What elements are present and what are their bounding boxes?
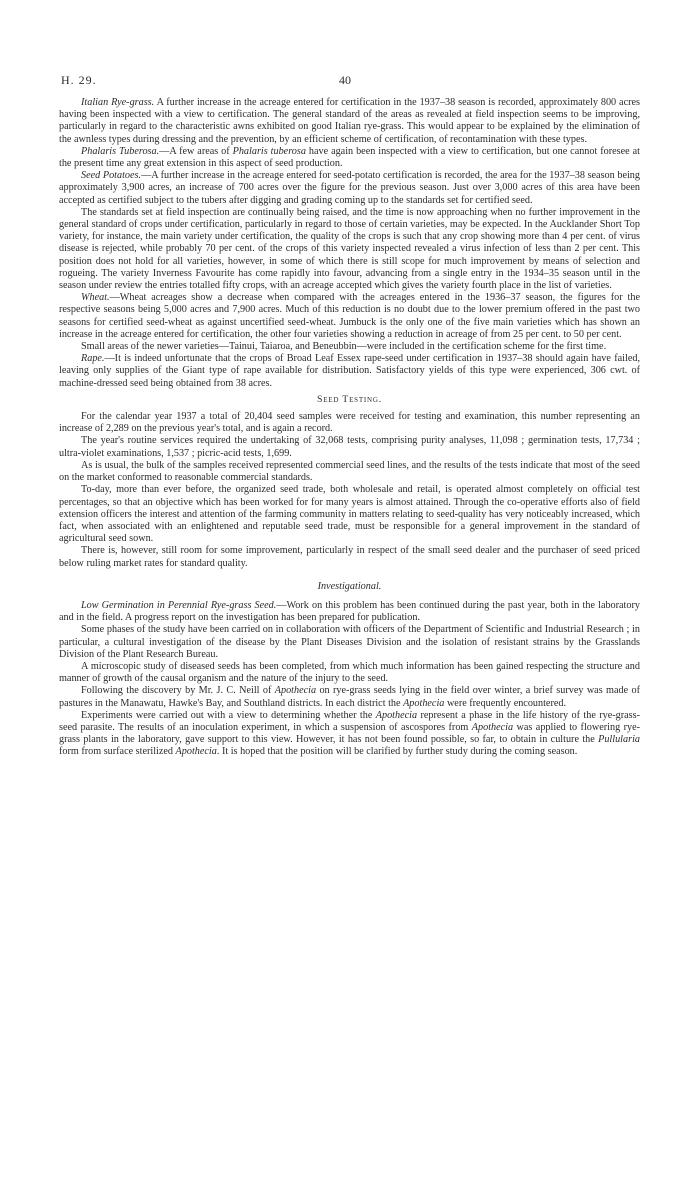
paragraph-collaboration: Some phases of the study have been carried on in collaboration with officers of the Department of Scientific and Industrial Research ; in particular, a cultural investigation of the disease by the Plant Diseases Division and the isolation of resistant strains by the Grasslands Division of the Plant Research Bureau. [59, 624, 640, 660]
paragraph-phalaris: Phalaris Tuberosa.—A few areas of Phalaris tuberosa have again been inspected with a view to certification, but one cannot foresee at the present time any great extension in this aspect of seed production. [59, 145, 640, 170]
paragraph-lead: Wheat. [81, 292, 110, 304]
paragraph-room-for-improvement: There is, however, still room for some improvement, particularly in respect of the small seed dealer and the purchaser of seed priced below ruling market rates for standard quality. [59, 545, 640, 569]
paragraph-italian-rye-grass: Italian Rye-grass. A further increase in the acreage entered for certification in the 1937–38 season is recorded, approximately 800 acres having been inspected with a view to certification. The general standard of the areas as revealed at field inspection seems to be improving, particularly in regard to the characteristic awns exhibited on good Italian rye-grass. This would appear to be explained by the elimination of the awnless types during dressing and the prevention, by an efficient scheme of certification, of recontamination with these types. [59, 97, 640, 145]
paragraph-seed-trade: To-day, more than ever before, the organized seed trade, both wholesale and retail, is operated almost completely on official test percentages, so that an objective which has been worked for for many years is almost attained. Through the co-operative efforts also of field extension officers the interest and attention of the farming community in matters relating to seed-quality has very noticeably increased, which fact, when associated with an enlightened and reputable seed trade, must be responsible for a general improvement in the standard of agricultural seed sown. [59, 484, 640, 545]
page-header [61, 73, 640, 89]
page-number: 40 [339, 73, 351, 87]
paragraph-experiments: Experiments were carried out with a view to determining whether the Apothecia represent a phase in the life history of the rye-grass-seed parasite. The results of an inoculation experiment, in which a suspension of ascospores from Apothecia was applied to flowering rye-grass plants in the laboratory, gave support to this view. However, it has not been found possible, so far, to obtain in culture the Pullularia form from surface sterilized Apothecia. It is hoped that the position will be clarified by further study during the coming season. [59, 709, 640, 758]
paragraph-wheat: Wheat.—Wheat acreages show a decrease when compared with the acreages entered in the 1936–37 season, the figures for the respective seasons being 5,000 acres and 7,900 acres. Much of this reduction is no doubt due to the lower premium offered in the past two seasons for certified seed-wheat as against uncertified seed-wheat. Jumbuck is the only one of the five main varieties which has shown an increase in the acreage entered for certification, the other four varieties showing a reduction in acreage of from 25 per cent. to 50 per cent. [59, 292, 640, 340]
section-heading-investigational: Investigational. [317, 580, 382, 592]
paragraph-standards: The standards set at field inspection are continually being raised, and the time is now approaching when no further improvement in the general standard of crops under certification, particularly in regard to those of certain varieties, may be expected. In the Aucklander Short Top variety, for instance, the main variety under certification, the quality of the crops is such that any crop showing more than 4 per cent. of virus disease is rejected, while probably 70 per cent. of the crops of this variety inspected revealed a virus infection of less than 2 per cent. This position does not hold for all varieties, however, in some of which there is still scope for much improvement by means of selection and rogueing. The variety Inverness Favourite has come rapidly into favour, advancing from a single entry in the 1934–35 season until in the season under review the entries totalled fifty crops, with an acreage accepted which gives the variety fourth place in the list of varieties. [59, 206, 640, 292]
paragraph-microscopic-study: A microscopic study of diseased seeds has been completed, from which much information has been gained respecting the structure and manner of growth of the causal organism and the nature of the injury to the seed. [59, 660, 640, 685]
paragraph-routine-services: The year's routine services required the undertaking of 32,068 tests, comprising purity analyses, 11,098 ; germination tests, 17,734 ; ultra-violet examinations, 1,537 ; picric-acid tests, 1,699. [59, 435, 640, 459]
document-body [59, 97, 640, 759]
section-heading-seed-testing: Seed Testing. [316, 393, 383, 405]
paragraph-calendar-year: For the calendar year 1937 a total of 20,404 seed samples were received for testing and examination, this number representing an increase of 2,289 on the previous year's total, and is again a record. [59, 411, 640, 435]
paragraph-lead: Italian Rye-grass. [81, 97, 155, 108]
paragraph-lead: Seed Potatoes. [81, 170, 142, 182]
paragraph-low-germination: Low Germination in Perennial Rye-grass Seed.—Work on this problem has been continued during the past year, both in the laboratory and in the field. A progress report on the investigation has been prepared for publication. [59, 599, 640, 624]
paragraph-rape: Rape.—It is indeed unfortunate that the crops of Broad Leaf Essex rape-seed under certification in 1937–38 should again have failed, leaving only supplies of the Giant type of rape available for distribution. Satisfactory yields of this type were experienced, 306 cwt. of machine-dressed seed being obtained from 38 acres. [59, 353, 640, 389]
report-reference: H. 29. [61, 73, 97, 87]
paragraph-samples: As is usual, the bulk of the samples received represented commercial seed lines, and the results of the tests indicate that most of the seed on the market conformed to reasonable commercial standards. [59, 459, 640, 484]
paragraph-lead: Low Germination in Perennial Rye-grass Seed. [81, 599, 277, 611]
paragraph-seed-potatoes: Seed Potatoes.—A further increase in the acreage entered for seed-potato certification is recorded, the area for the 1937–38 season being approximately 3,900 acres, an increase of 700 acres over the figure for the previous season. Just over 3,000 acres of this area have been accepted as certified subject to the tubers after digging and grading coming up to the standards set for certified seed. [59, 170, 640, 206]
paragraph-apothecia-discovery: Following the discovery by Mr. J. C. Neill of Apothecia on rye-grass seeds lying in the field over winter, a brief survey was made of pastures in the Manawatu, Hawke's Bay, and Southland districts. In each district the Apothecia were frequently encountered. [59, 685, 640, 709]
paragraph-lead: Rape. [81, 353, 105, 365]
paragraph-lead: Phalaris Tuberosa. [81, 145, 160, 157]
paragraph-newer-varieties: Small areas of the newer varieties—Tainui, Taiaroa, and Beneubbin—were included in the certification scheme for the first time. [81, 341, 607, 353]
